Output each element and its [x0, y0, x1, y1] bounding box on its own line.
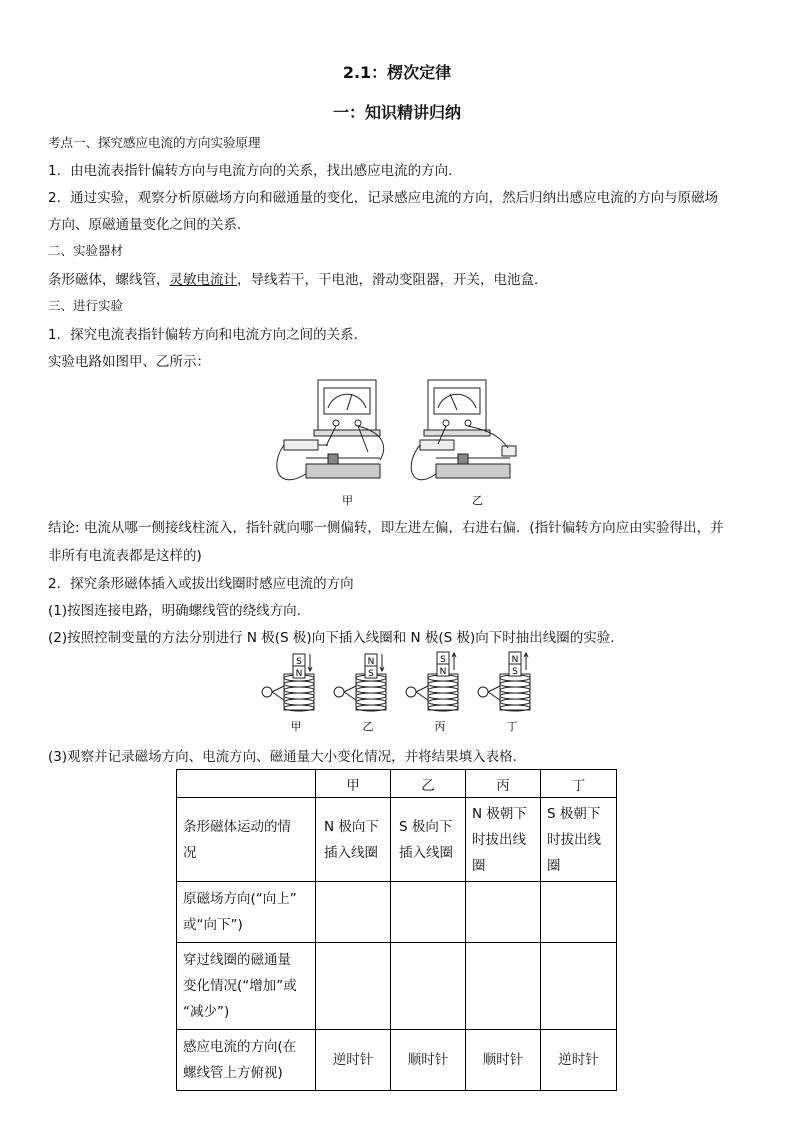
equipment-text-cont: ，导线若干，干电池，滑动变阻器，开关，电池盒． [237, 272, 548, 288]
coil-label: 丁 [506, 720, 518, 733]
equipment-text: 条形磁体，螺线管， [48, 272, 170, 288]
table-cell [391, 882, 466, 943]
table-header-cell: 乙 [391, 770, 466, 798]
table-row [177, 943, 617, 1030]
page-title: 2.1：楞次定律 [342, 63, 452, 82]
circuit-caption: 实验电路如图甲、乙所示： [48, 354, 210, 370]
table-header-row [177, 770, 617, 798]
section-title: 一：知识精讲归纳 [332, 103, 461, 122]
step-2-3: (3)观察并记录磁场方向、电流方向、磁通量大小变化情况，并将结果填入表格． [48, 749, 527, 765]
table-cell: 逆时针 [316, 1030, 391, 1091]
table-row-label: 原磁场方向(“向上” 或“向下”) [177, 882, 316, 943]
coil-label: 甲 [290, 720, 302, 733]
coil-label: 丙 [434, 720, 446, 733]
circuit-label-jia: 甲 [342, 494, 353, 507]
conclusion-cont: 非所有电流表都是这样的) [48, 548, 202, 564]
table-row [177, 798, 617, 882]
table-row-label: 感应电流的方向(在 螺线管上方俯视) [177, 1030, 316, 1091]
magnet-coil-figure [258, 650, 538, 736]
galvanometer-icon [334, 687, 344, 697]
magnet-pole-label: N [439, 667, 447, 677]
coil-label: 乙 [362, 720, 374, 733]
coil-setup [262, 654, 314, 733]
equipment-list [48, 268, 548, 288]
magnet-pole-label: N [295, 669, 303, 679]
step-1: 1．探究电流表指针偏转方向和电流方向之间的关系． [48, 327, 368, 343]
table-cell [541, 882, 617, 943]
table-row [177, 1030, 617, 1091]
table-cell: 顺时针 [466, 1030, 541, 1091]
galvanometer-icon [478, 687, 488, 697]
galvanometer-icon [406, 687, 416, 697]
magnet-pole-label: S [296, 657, 302, 667]
coil-setup [478, 652, 530, 733]
circuit-figure [270, 374, 530, 510]
table-cell [466, 943, 541, 1030]
table-cell: S 极向下 插入线圈 [391, 798, 466, 882]
table-header-cell [177, 770, 316, 798]
magnet-pole-label: N [367, 657, 375, 667]
conclusion: 结论: 电流从哪一侧接线柱流入，指针就向哪一侧偏转，即左进左偏，右进右偏．(指针偏转方向应由实验得出，并 [48, 520, 724, 536]
principle-2-cont: 方向、原磁通量变化之间的关系． [48, 217, 251, 233]
step-2-1: (1)按图连接电路，明确螺线管的绕线方向． [48, 603, 311, 619]
table-cell [541, 943, 617, 1030]
table-header-cell: 丙 [466, 770, 541, 798]
galvanometer-icon [262, 687, 272, 697]
equipment-heading: 二、实验器材 [48, 243, 124, 258]
coil-setup [334, 654, 386, 733]
table-header-cell: 甲 [316, 770, 391, 798]
table-cell [316, 943, 391, 1030]
magnet-pole-label: N [511, 655, 519, 665]
principle-1: 1．由电流表指针偏转方向与电流方向的关系，找出感应电流的方向． [48, 163, 462, 179]
magnet-pole-label: S [368, 669, 374, 679]
circuit-label-yi: 乙 [472, 494, 483, 507]
table-cell: N 极朝下 时拔出线 圈 [466, 798, 541, 882]
step-2: 2．探究条形磁体插入或拔出线圈时感应电流的方向 [48, 576, 354, 592]
table-cell: 逆时针 [541, 1030, 617, 1091]
topic-heading: 考点一、探究感应电流的方向实验原理 [48, 135, 261, 150]
magnet-pole-label: S [512, 667, 518, 677]
table-cell: 顺时针 [391, 1030, 466, 1091]
table-header-cell: 丁 [541, 770, 617, 798]
table-row [177, 882, 617, 943]
galvanometer-term: 灵敏电流计 [169, 272, 237, 288]
step-2-2: (2)按照控制变量的方法分别进行 N 极(S 极)向下插入线圈和 N 极(S 极)向下时抽出线圈的实验． [48, 630, 624, 646]
table-cell [391, 943, 466, 1030]
table-cell [466, 882, 541, 943]
table-cell: S 极朝下 时拔出线 圈 [541, 798, 617, 882]
procedure-heading: 三、进行实验 [48, 298, 124, 313]
principle-2: 2．通过实验，观察分析原磁场方向和磁通量的变化，记录感应电流的方向，然后归纳出感应电流的方向与原磁场 [48, 190, 719, 206]
result-table [176, 769, 617, 1091]
table-cell: N 极向下 插入线圈 [316, 798, 391, 882]
table-cell [316, 882, 391, 943]
table-row-label: 穿过线圈的磁通量 变化情况(“增加”或 “减少”) [177, 943, 316, 1030]
magnet-pole-label: S [440, 655, 446, 665]
coil-setup [406, 652, 458, 733]
table-row-label: 条形磁体运动的情 况 [177, 798, 316, 882]
